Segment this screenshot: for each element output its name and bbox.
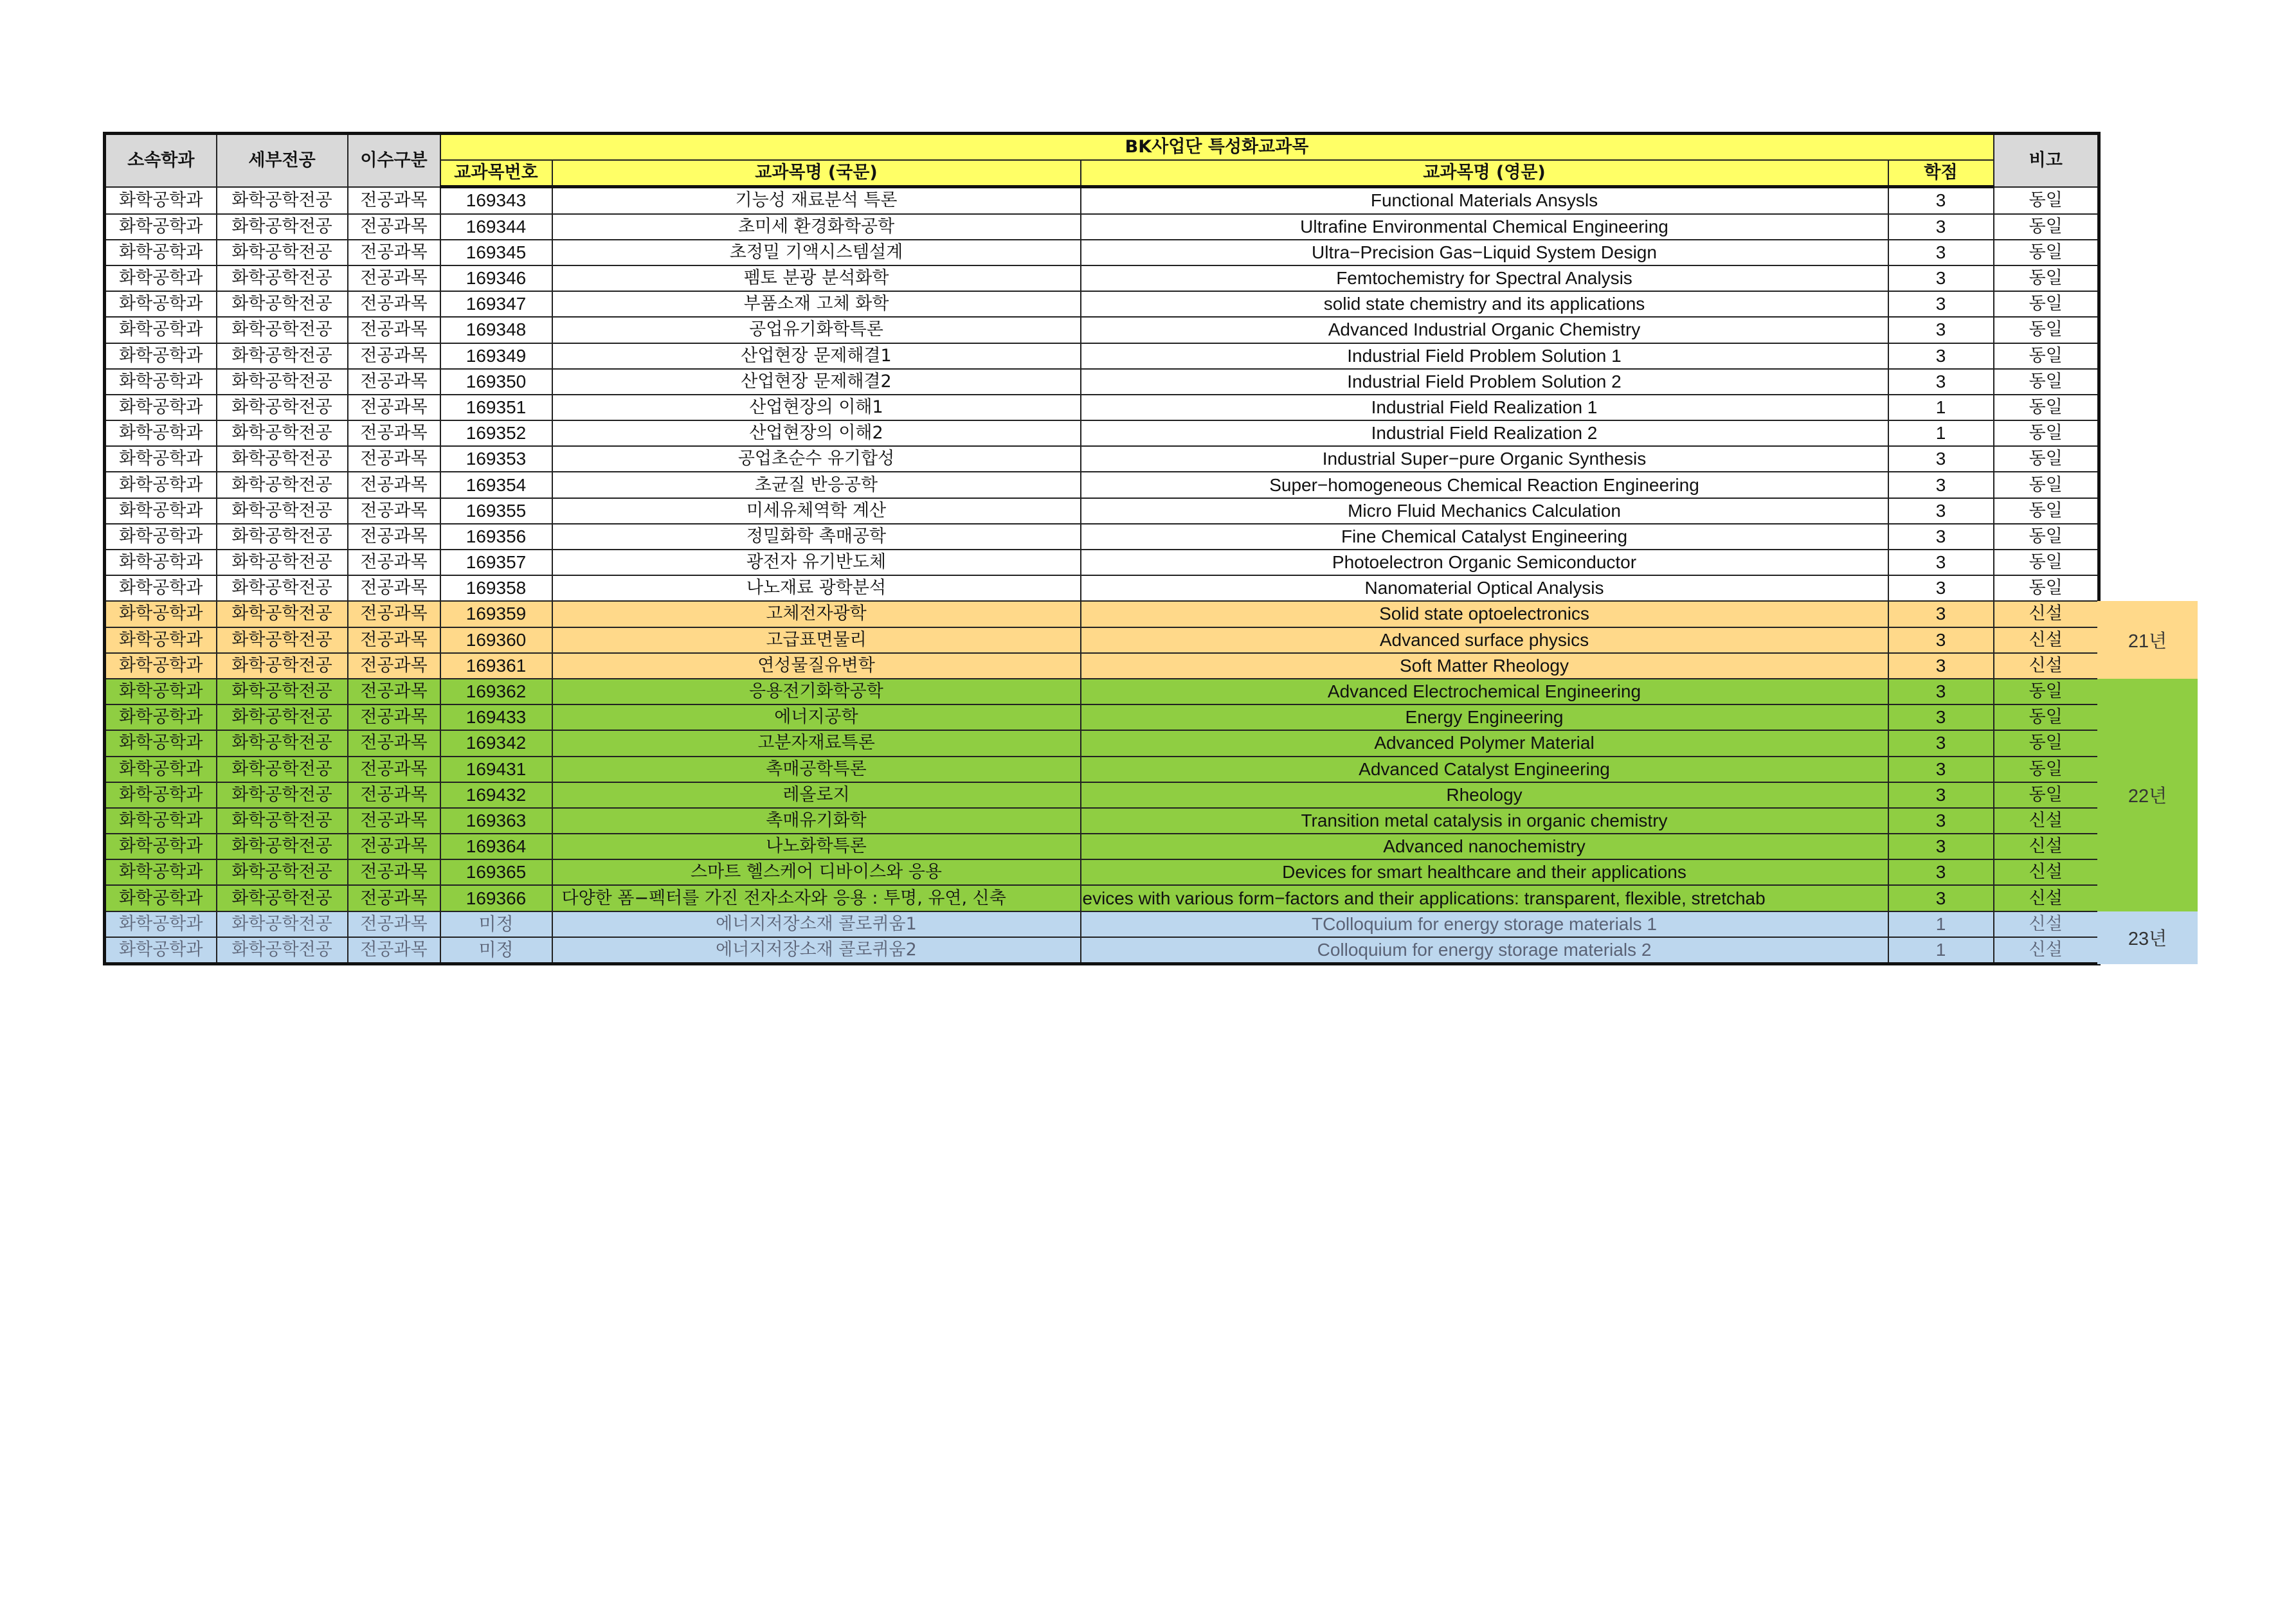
cell-remark: 동일 [1994,575,2099,601]
cell-course-no: 169343 [440,187,552,214]
table-row [105,627,2099,653]
cell-category: 전공과목 [348,498,440,524]
cell-credits: 3 [1888,214,1994,240]
cell-major: 화학공학전공 [217,265,348,291]
cell-dept: 화학공학과 [105,343,217,369]
cell-major: 화학공학전공 [217,834,348,859]
cell-category: 전공과목 [348,550,440,575]
cell-remark: 동일 [1994,472,2099,498]
table-row [105,885,2099,911]
table-row [105,472,2099,498]
cell-category: 전공과목 [348,214,440,240]
cell-major: 화학공학전공 [217,395,348,420]
cell-credits: 3 [1888,265,1994,291]
table-row [105,911,2099,937]
cell-major: 화학공학전공 [217,343,348,369]
cell-credits: 3 [1888,653,1994,679]
cell-remark: 신설 [1994,653,2099,679]
cell-course-no: 미정 [440,911,552,937]
cell-remark: 동일 [1994,524,2099,550]
table-row [105,498,2099,524]
cell-name-en: Industrial Field Problem Solution 2 [1081,369,1888,395]
cell-name-ko: 공업유기화학특론 [552,317,1081,343]
cell-major: 화학공학전공 [217,885,348,911]
cell-remark: 동일 [1994,187,2099,214]
cell-name-en: Fine Chemical Catalyst Engineering [1081,524,1888,550]
cell-name-en: Energy Engineering [1081,704,1888,730]
cell-name-en: Ultrafine Environmental Chemical Engineering [1081,214,1888,240]
cell-major: 화학공학전공 [217,730,348,756]
cell-major: 화학공학전공 [217,911,348,937]
table-row [105,446,2099,472]
cell-course-no: 169350 [440,369,552,395]
cell-course-no: 169351 [440,395,552,420]
cell-remark: 신설 [1994,937,2099,964]
cell-dept: 화학공학과 [105,291,217,317]
cell-credits: 3 [1888,808,1994,834]
cell-dept: 화학공학과 [105,757,217,782]
cell-major: 화학공학전공 [217,446,348,472]
cell-remark: 동일 [1994,782,2099,808]
cell-name-en: solid state chemistry and its applications [1081,291,1888,317]
cell-major: 화학공학전공 [217,550,348,575]
cell-category: 전공과목 [348,859,440,885]
cell-course-no: 169432 [440,782,552,808]
cell-remark: 동일 [1994,704,2099,730]
cell-credits: 3 [1888,757,1994,782]
cell-course-no: 169359 [440,601,552,627]
header-category: 이수구분 [348,134,440,187]
cell-major: 화학공학전공 [217,782,348,808]
cell-major: 화학공학전공 [217,472,348,498]
cell-name-ko: 에너지공학 [552,704,1081,730]
cell-name-ko: 고체전자광학 [552,601,1081,627]
cell-category: 전공과목 [348,575,440,601]
table-row [105,317,2099,343]
cell-course-no: 169352 [440,420,552,446]
cell-dept: 화학공학과 [105,653,217,679]
cell-name-en: Rheology [1081,782,1888,808]
cell-dept: 화학공학과 [105,730,217,756]
table-row [105,808,2099,834]
cell-remark: 동일 [1994,730,2099,756]
header-major: 세부전공 [217,134,348,187]
cell-category: 전공과목 [348,265,440,291]
cell-major: 화학공학전공 [217,214,348,240]
cell-major: 화학공학전공 [217,317,348,343]
cell-remark: 동일 [1994,265,2099,291]
cell-credits: 3 [1888,885,1994,911]
cell-dept: 화학공학과 [105,187,217,214]
table-row [105,834,2099,859]
table-row [105,757,2099,782]
cell-name-en: Advanced Electrochemical Engineering [1081,679,1888,704]
cell-name-en: Industrial Field Problem Solution 1 [1081,343,1888,369]
cell-dept: 화학공학과 [105,214,217,240]
cell-credits: 3 [1888,601,1994,627]
cell-category: 전공과목 [348,704,440,730]
cell-dept: 화학공학과 [105,369,217,395]
cell-category: 전공과목 [348,395,440,420]
cell-name-en: Advanced Polymer Material [1081,730,1888,756]
cell-name-en: Transition metal catalysis in organic chemistry [1081,808,1888,834]
cell-course-no: 169431 [440,757,552,782]
year-tag: 23년 [2097,911,2198,964]
cell-credits: 3 [1888,343,1994,369]
cell-dept: 화학공학과 [105,679,217,704]
header-bk-group: BK사업단 특성화교과목 [440,134,1994,161]
cell-major: 화학공학전공 [217,859,348,885]
table-row [105,187,2099,214]
cell-name-ko: 에너지저장소재 콜로퀴움2 [552,937,1081,964]
cell-name-en: Soft Matter Rheology [1081,653,1888,679]
cell-credits: 3 [1888,317,1994,343]
cell-category: 전공과목 [348,834,440,859]
header-credits: 학점 [1888,160,1994,187]
cell-major: 화학공학전공 [217,757,348,782]
cell-remark: 신설 [1994,834,2099,859]
cell-name-ko: 레올로지 [552,782,1081,808]
cell-dept: 화학공학과 [105,395,217,420]
cell-credits: 3 [1888,704,1994,730]
table-row [105,524,2099,550]
table-row [105,550,2099,575]
cell-dept: 화학공학과 [105,550,217,575]
cell-name-en: Nanomaterial Optical Analysis [1081,575,1888,601]
cell-name-ko: 촉매공학특론 [552,757,1081,782]
cell-name-ko: 연성물질유변학 [552,653,1081,679]
table-row [105,214,2099,240]
cell-name-en: Advanced Catalyst Engineering [1081,757,1888,782]
cell-course-no: 169365 [440,859,552,885]
cell-category: 전공과목 [348,291,440,317]
cell-remark: 신설 [1994,859,2099,885]
cell-remark: 동일 [1994,317,2099,343]
cell-dept: 화학공학과 [105,446,217,472]
cell-credits: 3 [1888,240,1994,265]
table-row [105,240,2099,265]
cell-major: 화학공학전공 [217,575,348,601]
cell-credits: 3 [1888,187,1994,214]
cell-dept: 화학공학과 [105,601,217,627]
cell-credits: 1 [1888,420,1994,446]
cell-category: 전공과목 [348,885,440,911]
table-row [105,395,2099,420]
cell-category: 전공과목 [348,240,440,265]
cell-course-no: 169356 [440,524,552,550]
cell-dept: 화학공학과 [105,808,217,834]
cell-major: 화학공학전공 [217,420,348,446]
cell-category: 전공과목 [348,782,440,808]
cell-name-ko: 산업현장 문제해결1 [552,343,1081,369]
cell-name-en: Advanced Industrial Organic Chemistry [1081,317,1888,343]
cell-name-ko: 공업초순수 유기합성 [552,446,1081,472]
cell-name-ko: 에너지저장소재 콜로퀴움1 [552,911,1081,937]
cell-name-ko: 광전자 유기반도체 [552,550,1081,575]
header-dept: 소속학과 [105,134,217,187]
table-header [105,134,2099,187]
cell-category: 전공과목 [348,757,440,782]
cell-credits: 1 [1888,395,1994,420]
cell-credits: 3 [1888,834,1994,859]
cell-major: 화학공학전공 [217,291,348,317]
cell-credits: 3 [1888,524,1994,550]
table-body [105,187,2099,964]
cell-remark: 동일 [1994,498,2099,524]
cell-dept: 화학공학과 [105,937,217,964]
cell-name-en: Functional Materials Ansysls [1081,187,1888,214]
cell-course-no: 169347 [440,291,552,317]
cell-remark: 동일 [1994,550,2099,575]
cell-course-no: 169357 [440,550,552,575]
cell-course-no: 169344 [440,214,552,240]
cell-category: 전공과목 [348,420,440,446]
table-row [105,704,2099,730]
cell-dept: 화학공학과 [105,472,217,498]
cell-category: 전공과목 [348,472,440,498]
table-row [105,343,2099,369]
cell-dept: 화학공학과 [105,524,217,550]
cell-remark: 신설 [1994,601,2099,627]
cell-major: 화학공학전공 [217,369,348,395]
cell-remark: 동일 [1994,369,2099,395]
cell-category: 전공과목 [348,653,440,679]
cell-name-ko: 부품소재 고체 화학 [552,291,1081,317]
cell-remark: 신설 [1994,627,2099,653]
header-remark: 비고 [1994,134,2099,187]
cell-dept: 화학공학과 [105,240,217,265]
cell-name-en: TColloquium for energy storage materials 1 [1081,911,1888,937]
cell-category: 전공과목 [348,937,440,964]
cell-remark: 동일 [1994,395,2099,420]
cell-credits: 3 [1888,472,1994,498]
cell-name-ko: 산업현장의 이해2 [552,420,1081,446]
cell-major: 화학공학전공 [217,808,348,834]
cell-course-no: 169358 [440,575,552,601]
table-row [105,679,2099,704]
cell-name-en: Super−homogeneous Chemical Reaction Engineering [1081,472,1888,498]
cell-major: 화학공학전공 [217,627,348,653]
cell-credits: 3 [1888,730,1994,756]
cell-dept: 화학공학과 [105,859,217,885]
cell-name-en: Ultra−Precision Gas−Liquid System Design [1081,240,1888,265]
cell-remark: 동일 [1994,343,2099,369]
cell-category: 전공과목 [348,601,440,627]
cell-dept: 화학공학과 [105,834,217,859]
cell-name-en: Industrial Field Realization 2 [1081,420,1888,446]
cell-name-en: Micro Fluid Mechanics Calculation [1081,498,1888,524]
cell-major: 화학공학전공 [217,524,348,550]
cell-name-ko: 촉매유기화학 [552,808,1081,834]
table-row [105,601,2099,627]
cell-dept: 화학공학과 [105,704,217,730]
cell-dept: 화학공학과 [105,911,217,937]
cell-major: 화학공학전공 [217,704,348,730]
cell-name-ko: 산업현장의 이해1 [552,395,1081,420]
cell-category: 전공과목 [348,911,440,937]
cell-credits: 3 [1888,679,1994,704]
cell-credits: 3 [1888,550,1994,575]
cell-name-ko: 초정밀 기액시스템설계 [552,240,1081,265]
table-row [105,420,2099,446]
cell-remark: 동일 [1994,420,2099,446]
cell-credits: 1 [1888,911,1994,937]
table-row [105,291,2099,317]
cell-name-ko: 산업현장 문제해결2 [552,369,1081,395]
cell-course-no: 169355 [440,498,552,524]
cell-major: 화학공학전공 [217,240,348,265]
cell-name-ko: 응용전기화학공학 [552,679,1081,704]
table-row [105,653,2099,679]
cell-name-en: Photoelectron Organic Semiconductor [1081,550,1888,575]
table-row [105,937,2099,964]
header-name-ko: 교과목명 (국문) [552,160,1081,187]
table-row [105,859,2099,885]
cell-remark: 동일 [1994,291,2099,317]
cell-remark: 동일 [1994,240,2099,265]
cell-name-ko: 초미세 환경화학공학 [552,214,1081,240]
cell-major: 화학공학전공 [217,937,348,964]
cell-name-ko: 고급표면물리 [552,627,1081,653]
cell-dept: 화학공학과 [105,885,217,911]
cell-dept: 화학공학과 [105,420,217,446]
header-course-no: 교과목번호 [440,160,552,187]
cell-course-no: 169362 [440,679,552,704]
cell-course-no: 169349 [440,343,552,369]
cell-name-ko: 고분자재료특론 [552,730,1081,756]
cell-credits: 3 [1888,627,1994,653]
cell-name-en: Colloquium for energy storage materials 2 [1081,937,1888,964]
cell-credits: 3 [1888,291,1994,317]
cell-category: 전공과목 [348,343,440,369]
cell-name-ko: 펨토 분광 분석화학 [552,265,1081,291]
cell-name-en: Industrial Field Realization 1 [1081,395,1888,420]
cell-name-ko: 미세유체역학 계산 [552,498,1081,524]
cell-name-ko: 나노재료 광학분석 [552,575,1081,601]
cell-category: 전공과목 [348,317,440,343]
cell-category: 전공과목 [348,679,440,704]
cell-course-no: 169366 [440,885,552,911]
header-name-en: 교과목명 (영문) [1081,160,1888,187]
cell-category: 전공과목 [348,627,440,653]
cell-credits: 3 [1888,369,1994,395]
cell-remark: 신설 [1994,808,2099,834]
year-tag: 21년 [2097,601,2198,679]
table-row [105,782,2099,808]
cell-course-no: 169342 [440,730,552,756]
cell-major: 화학공학전공 [217,601,348,627]
cell-category: 전공과목 [348,446,440,472]
cell-dept: 화학공학과 [105,782,217,808]
cell-credits: 3 [1888,859,1994,885]
cell-category: 전공과목 [348,730,440,756]
cell-name-en: Industrial Super−pure Organic Synthesis [1081,446,1888,472]
cell-credits: 3 [1888,446,1994,472]
cell-remark: 동일 [1994,214,2099,240]
cell-course-no: 169345 [440,240,552,265]
cell-dept: 화학공학과 [105,265,217,291]
cell-name-en: Advanced surface physics [1081,627,1888,653]
cell-major: 화학공학전공 [217,498,348,524]
cell-credits: 1 [1888,937,1994,964]
cell-name-ko: 나노화학특론 [552,834,1081,859]
table-row [105,730,2099,756]
cell-major: 화학공학전공 [217,187,348,214]
cell-name-en: evices with various form−factors and their applications: transparent, flexible, stretchab [1081,885,1888,911]
cell-dept: 화학공학과 [105,575,217,601]
cell-category: 전공과목 [348,369,440,395]
cell-name-ko: 스마트 헬스케어 디바이스와 응용 [552,859,1081,885]
cell-remark: 동일 [1994,446,2099,472]
cell-dept: 화학공학과 [105,627,217,653]
table-row [105,575,2099,601]
cell-course-no: 169361 [440,653,552,679]
cell-name-ko: 다양한 폼−펙터를 가진 전자소자와 응용 : 투명, 유연, 신축 [552,885,1081,911]
cell-dept: 화학공학과 [105,498,217,524]
cell-course-no: 169348 [440,317,552,343]
cell-credits: 3 [1888,782,1994,808]
cell-major: 화학공학전공 [217,679,348,704]
cell-course-no: 미정 [440,937,552,964]
table-row [105,369,2099,395]
course-table [103,132,2101,965]
cell-course-no: 169363 [440,808,552,834]
cell-category: 전공과목 [348,187,440,214]
cell-category: 전공과목 [348,808,440,834]
cell-course-no: 169433 [440,704,552,730]
cell-course-no: 169353 [440,446,552,472]
cell-name-en: Solid state optoelectronics [1081,601,1888,627]
cell-name-en: Devices for smart healthcare and their applications [1081,859,1888,885]
cell-course-no: 169360 [440,627,552,653]
cell-remark: 동일 [1994,679,2099,704]
cell-credits: 3 [1888,575,1994,601]
cell-course-no: 169354 [440,472,552,498]
cell-dept: 화학공학과 [105,317,217,343]
cell-name-ko: 기능성 재료분석 특론 [552,187,1081,214]
cell-name-en: Femtochemistry for Spectral Analysis [1081,265,1888,291]
table-row [105,265,2099,291]
cell-remark: 동일 [1994,757,2099,782]
cell-credits: 3 [1888,498,1994,524]
cell-remark: 신설 [1994,911,2099,937]
cell-name-en: Advanced nanochemistry [1081,834,1888,859]
cell-name-ko: 초균질 반응공학 [552,472,1081,498]
cell-category: 전공과목 [348,524,440,550]
year-tag: 22년 [2097,679,2198,911]
cell-major: 화학공학전공 [217,653,348,679]
cell-course-no: 169364 [440,834,552,859]
cell-name-ko: 정밀화학 촉매공학 [552,524,1081,550]
cell-course-no: 169346 [440,265,552,291]
cell-remark: 신설 [1994,885,2099,911]
